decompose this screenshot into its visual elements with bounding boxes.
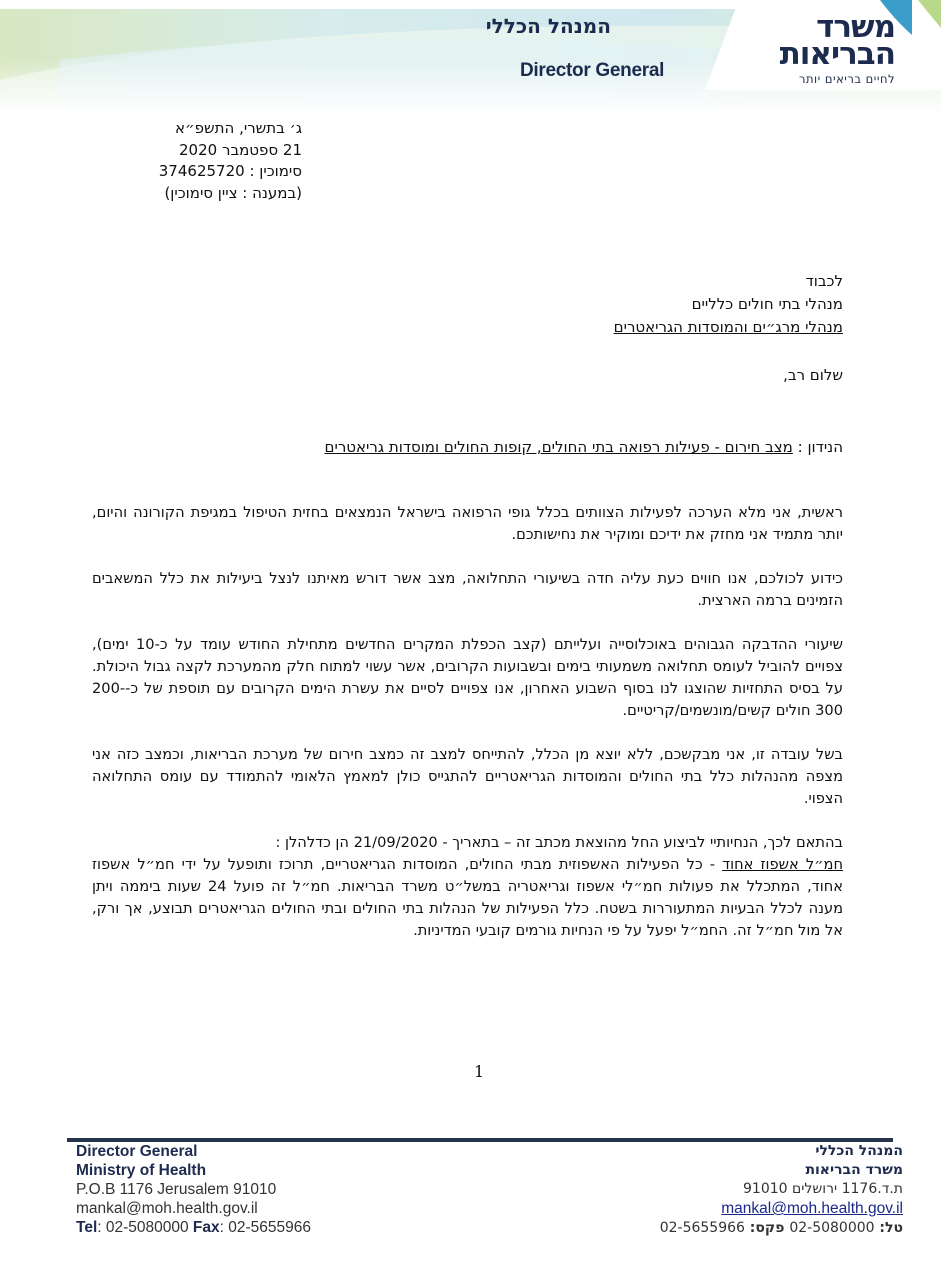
footer-org-he: משרד הבריאות — [805, 1162, 903, 1178]
fax-label: פקס: — [744, 1220, 790, 1236]
letter-meta — [112, 118, 302, 204]
reference-number: סימוכין : 374625720 — [158, 162, 302, 180]
page-number: 1 — [474, 1062, 485, 1081]
tel-number: : 02-5080000 — [97, 1219, 193, 1236]
fax-label: Fax — [192, 1219, 220, 1236]
footer-org-en: Ministry of Health — [76, 1162, 207, 1179]
footer-contact-he — [660, 1219, 903, 1238]
tel-label: Tel — [76, 1219, 98, 1236]
subject-text: מצב חירום - פעילות רפואה בתי החולים, קופות החולים ומוסדות גריאטרים — [324, 438, 793, 456]
paragraph: בשל עובדה זו, אני מבקשכם, ללא יוצא מן הכלל, להתייחס למצב זה כמצב חירום של מערכת הבריאות, וכמצב כזה אני מצפה מהנהלות כלל בתי החולים והמוסדות הגריאטריים להתגייס כולן למאמץ הלאומי להתמודד עם עומס התחלואה הצפוי. — [92, 746, 843, 807]
recipients-block — [614, 270, 843, 339]
tel-label: טל: — [874, 1220, 903, 1236]
tel-number: 02-5080000 — [789, 1220, 875, 1236]
footer-contact-en — [76, 1218, 311, 1237]
footer-email-en[interactable]: mankal@moh.health.gov.il — [76, 1200, 258, 1217]
letterhead — [0, 0, 941, 115]
ministry-of-health-logo — [779, 9, 895, 86]
reply-note: (במענה : ציין סימוכין) — [164, 183, 302, 202]
fax-number: : 02-5655966 — [219, 1219, 311, 1236]
logo-line-1: משרד — [816, 9, 895, 45]
directive-intro: בהתאם לכך, הנחיותיי לביצוע החל מהוצאת מכתב זה – בתאריך - 21/09/2020 הן כדלהלן : — [275, 834, 843, 851]
salutation: לכבוד — [805, 272, 843, 290]
paragraph: שיעורי ההדבקה הגבוהים באוכלוסייה ועלייתם (קצב הכפלת המקרים החדשים מתחילת החודש עומד על כ-10 ימים), צפויים להוביל לעומס תחלואה משמעותי בימים ובשבועות הקרובים, אשר עשוי למתוח חלק מהמערכת לקצה גבול היכולת. על בסיס התחזיות שהוצגו לנו בסוף השבוע האחרון, אנו צפויים לסיים את עשרת הימים הקרובים עם תוספת של כ-200-300 חולים קשים/מונשמים/קריטיים. — [92, 636, 843, 719]
footer-hebrew — [660, 1142, 903, 1238]
fax-number: 02-5655966 — [659, 1220, 745, 1236]
recipient-line: מנהלי מרג״ים והמוסדות הגריאטרים — [613, 318, 843, 336]
footer-address-he: ת.ד.1176 ירושלים 91010 — [743, 1181, 903, 1197]
greeting: שלום רב, — [783, 366, 843, 384]
logo-tagline: לחיים בריאים יותר — [799, 72, 895, 86]
footer-english — [76, 1142, 311, 1237]
directive-term: חמ״ל אשפוז אחוד — [722, 856, 843, 873]
footer-email-link[interactable]: mankal@moh.health.gov.il — [721, 1200, 903, 1217]
recipient-line: מנהלי בתי חולים כלליים — [691, 295, 843, 313]
directive-text: - כל הפעילות האשפוזית מבתי החולים, המוסדות הגריאטריים, תרוכז ותופעל על ידי חמ״ל אשפוז אחוד, המתכלל את פעולות חמ״לי אשפוז וגריאטריה במשל״ט משרד הבריאות. חמ״ל זה פועל 24 שעות ביממה ויתן מענה לכלל הבעיות המתעוררות בשטח. כלל הפעילות של הנהלות בתי החולים ובתי החולים הגריאטרים תבוצע, אך ורק, אל מול חמ״ל זה. החמ״ל יפעל על פי הנחיות גורמים קובעי המדיניות. — [92, 856, 843, 939]
paragraph: ראשית, אני מלא הערכה לפעילות הצוותים בכלל גופי הרפואה בישראל הנמצאים בחזית הטיפול במגיפת הקורונה והיום, יותר מתמיד אני מחזק את ידיכם ומוקיר את נחישותכם. — [92, 504, 843, 543]
footer-title-he: המנהל הכללי — [815, 1143, 903, 1159]
letter-body — [92, 502, 843, 964]
logo-line-2: הבריאות — [779, 36, 895, 72]
gregorian-date: 21 ספטמבר 2020 — [179, 140, 302, 159]
paragraph — [92, 832, 843, 942]
footer-address-en: P.O.B 1176 Jerusalem 91010 — [76, 1181, 277, 1198]
header-title-english: Director General — [520, 60, 665, 81]
subject-label: הנידון : — [792, 438, 843, 456]
header-title-hebrew: המנהל הכללי — [485, 14, 611, 38]
hebrew-date: ג׳ בתשרי, התשפ״א — [174, 119, 302, 137]
paragraph: כידוע לכולכם, אנו חווים כעת עליה חדה בשיעורי התחלואה, מצב אשר דורש מאיתנו לנצל ביעילות את כלל המשאבים הזמינים ברמה הארצית. — [92, 570, 843, 609]
footer-title-en: Director General — [76, 1143, 198, 1160]
subject-line — [325, 438, 843, 456]
